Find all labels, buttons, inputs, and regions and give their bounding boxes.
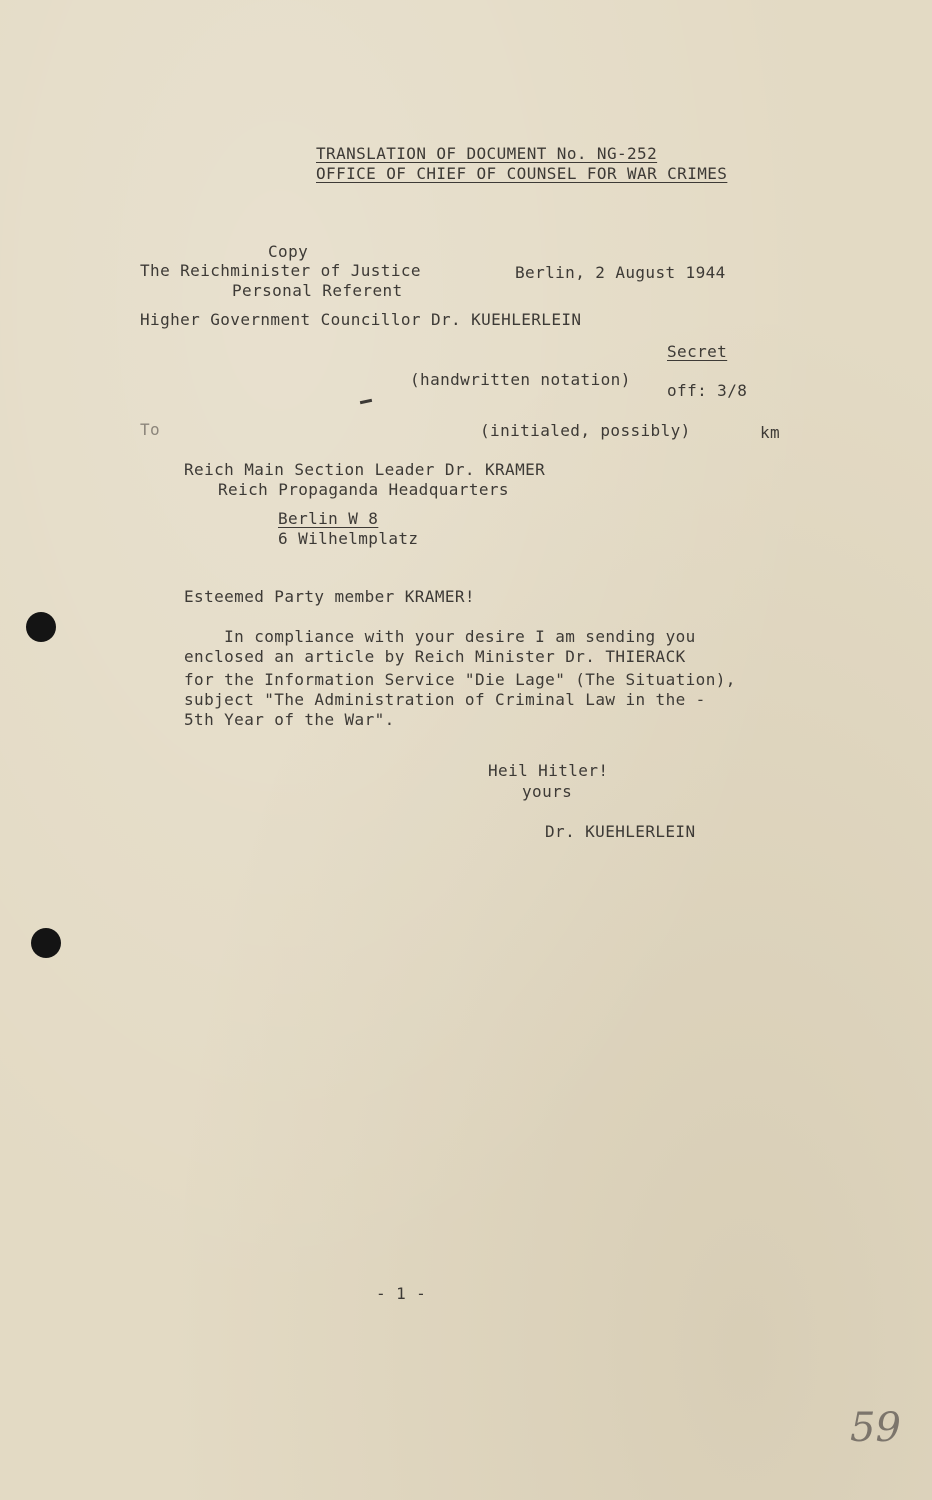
salutation: Esteemed Party member KRAMER! bbox=[184, 587, 475, 606]
punch-hole-bottom bbox=[31, 928, 61, 958]
closing-yours: yours bbox=[522, 782, 573, 801]
copy-label: Copy bbox=[268, 242, 309, 261]
body-line: subject "The Administration of Criminal Law in the - bbox=[184, 690, 706, 709]
initials-note: (initialed, possibly) bbox=[480, 421, 691, 440]
sender-councillor: Higher Government Councillor Dr. KUEHLERLEIN bbox=[140, 310, 582, 329]
recipient-city: Berlin W 8 bbox=[278, 509, 379, 528]
folio-number: 59 bbox=[850, 1405, 901, 1451]
initials-value: km bbox=[760, 423, 781, 442]
page-number: - 1 - bbox=[376, 1284, 427, 1303]
classification-secret: Secret bbox=[667, 342, 728, 361]
document-header-office: OFFICE OF CHIEF OF COUNSEL FOR WAR CRIMES bbox=[316, 164, 728, 183]
body-line: for the Information Service "Die Lage" (The Situation), bbox=[184, 670, 736, 689]
body-line: enclosed an article by Reich Minister Dr. THIERACK bbox=[184, 647, 686, 666]
body-line: 5th Year of the War". bbox=[184, 710, 395, 729]
stray-mark bbox=[360, 399, 372, 404]
recipient-street: 6 Wilhelmplatz bbox=[278, 529, 419, 548]
sender-referent: Personal Referent bbox=[232, 281, 403, 300]
document-header-translation: TRANSLATION OF DOCUMENT No. NG-252 bbox=[316, 144, 658, 163]
signature: Dr. KUEHLERLEIN bbox=[545, 822, 696, 841]
sender-ministry: The Reichminister of Justice bbox=[140, 261, 421, 280]
punch-hole-top bbox=[26, 612, 56, 642]
body-line: In compliance with your desire I am sending you bbox=[184, 627, 696, 646]
handwritten-notation-value: off: 3/8 bbox=[667, 381, 748, 400]
to-label: To bbox=[140, 420, 161, 439]
place-date: Berlin, 2 August 1944 bbox=[515, 263, 726, 282]
recipient-name: Reich Main Section Leader Dr. KRAMER bbox=[184, 460, 546, 479]
recipient-office: Reich Propaganda Headquarters bbox=[218, 480, 509, 499]
closing-greeting: Heil Hitler! bbox=[488, 761, 609, 780]
handwritten-notation-label: (handwritten notation) bbox=[410, 370, 631, 389]
